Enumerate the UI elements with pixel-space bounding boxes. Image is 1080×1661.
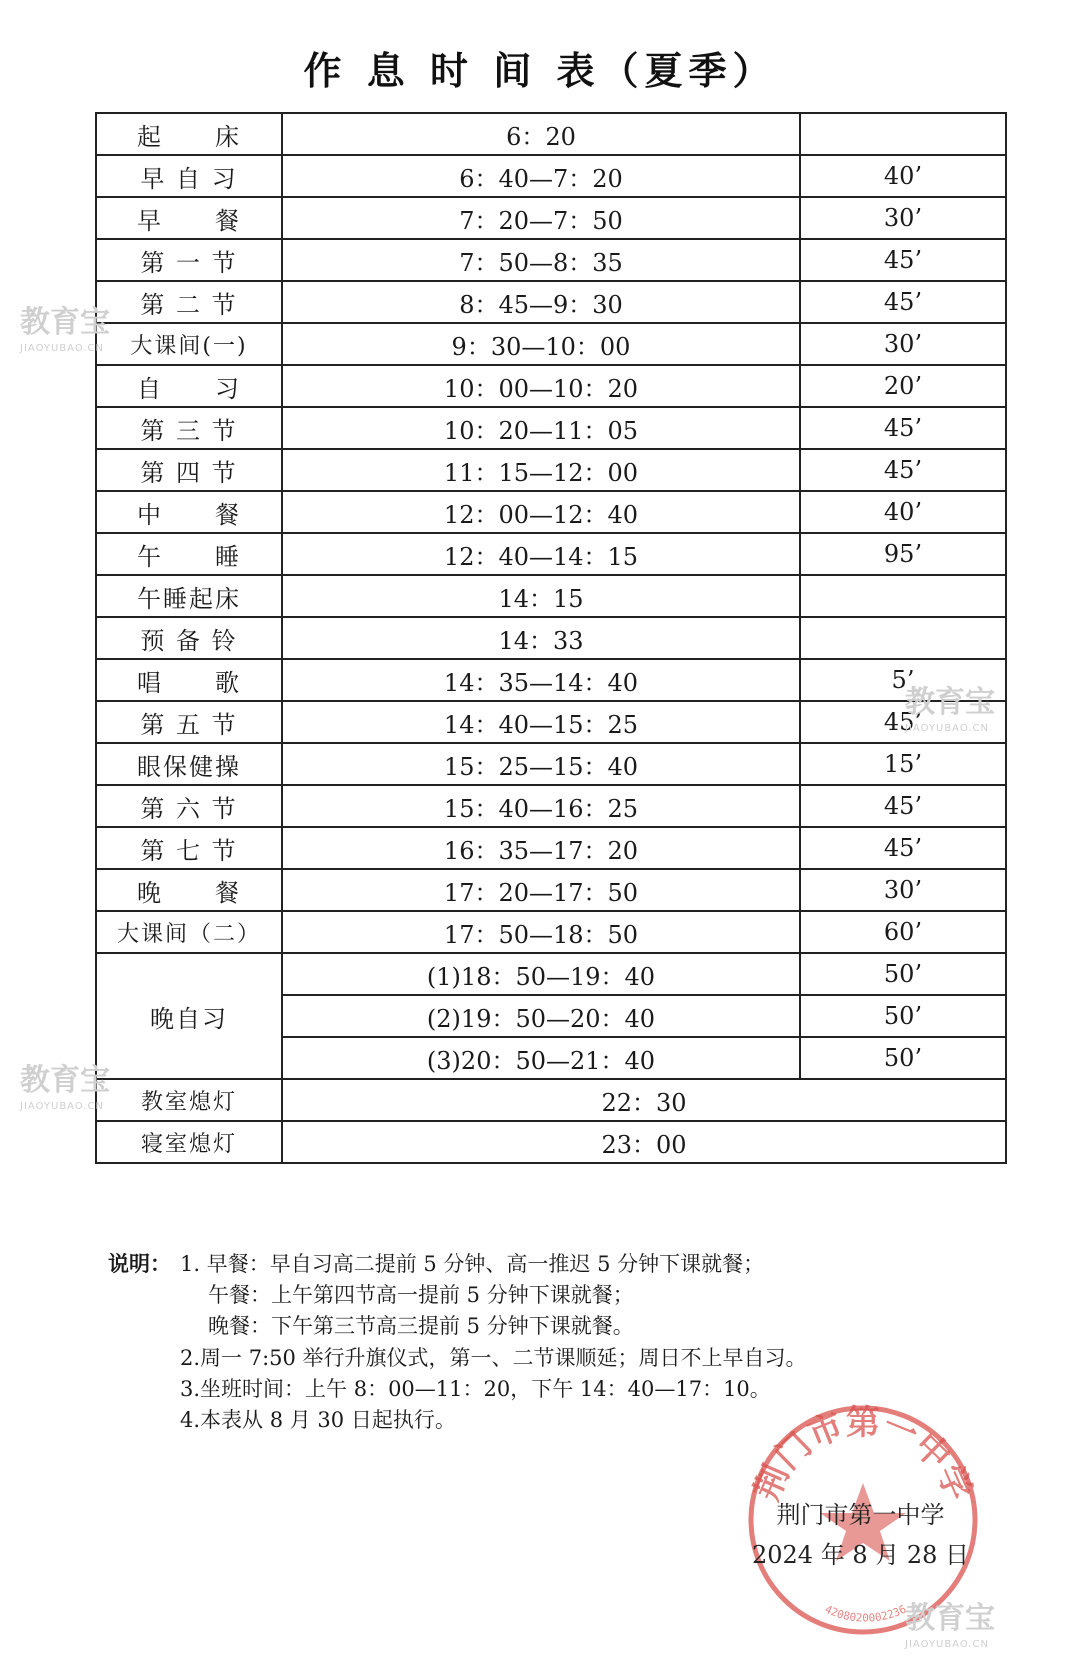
note-line: 2.周一 7:50 举行升旗仪式，第一、二节课顺延；周日不上早自习。 bbox=[180, 1346, 807, 1370]
schedule-row bbox=[96, 743, 1006, 785]
activity-time: 12：00—12：40 bbox=[282, 491, 800, 533]
activity-duration: 50’ bbox=[800, 953, 1006, 995]
watermark-text: 教育宝 bbox=[905, 1601, 995, 1636]
activity-duration: 45’ bbox=[800, 407, 1006, 449]
schedule-row bbox=[96, 155, 1006, 197]
note-line: 午餐：上午第四节高一提前 5 分钟下课就餐； bbox=[208, 1283, 634, 1307]
activity-name: 大课间（二） bbox=[96, 911, 282, 953]
activity-duration: 30’ bbox=[800, 869, 1006, 911]
activity-time: 9：30—10：00 bbox=[282, 323, 800, 365]
watermark-text: 教育宝 bbox=[20, 305, 110, 340]
schedule-row bbox=[96, 197, 1006, 239]
schedule-row bbox=[96, 911, 1006, 953]
activity-duration: 20’ bbox=[800, 365, 1006, 407]
activity-time: 12：40—14：15 bbox=[282, 533, 800, 575]
activity-time: (3)20：50—21：40 bbox=[282, 1037, 800, 1079]
seal-text: 荆门市第一中学 bbox=[747, 1403, 979, 1507]
note-line: 1. 早餐：早自习高二提前 5 分钟、高一推迟 5 分钟下课就餐； bbox=[180, 1252, 765, 1276]
watermark bbox=[20, 305, 110, 362]
schedule-row bbox=[96, 659, 1006, 701]
activity-name: 自 习 bbox=[96, 365, 282, 407]
activity-duration: 15’ bbox=[800, 743, 1006, 785]
activity-duration: 30’ bbox=[800, 197, 1006, 239]
schedule-row bbox=[96, 365, 1006, 407]
activity-name: 中 餐 bbox=[96, 491, 282, 533]
school-name: 荆门市第一中学 bbox=[776, 1501, 945, 1529]
schedule-row bbox=[96, 533, 1006, 575]
activity-duration bbox=[800, 617, 1006, 659]
activity-name: 第 二 节 bbox=[96, 281, 282, 323]
activity-name: 眼保健操 bbox=[96, 743, 282, 785]
schedule-row bbox=[96, 575, 1006, 617]
schedule-row bbox=[96, 281, 1006, 323]
activity-name: 晚自习 bbox=[96, 953, 282, 1079]
activity-name: 第 四 节 bbox=[96, 449, 282, 491]
activity-time: 16：35—17：20 bbox=[282, 827, 800, 869]
note-line: 晚餐：下午第三节高三提前 5 分钟下课就餐。 bbox=[208, 1314, 634, 1338]
activity-duration: 40’ bbox=[800, 155, 1006, 197]
activity-time: 8：45—9：30 bbox=[282, 281, 800, 323]
activity-name: 寝室熄灯 bbox=[96, 1121, 282, 1163]
signature-block bbox=[752, 1495, 969, 1575]
activity-name: 午 睡 bbox=[96, 533, 282, 575]
schedule-row bbox=[96, 785, 1006, 827]
activity-duration: 45’ bbox=[800, 239, 1006, 281]
watermark-sub: JIAOYUBAO.CN bbox=[905, 1639, 989, 1650]
activity-time: 17：20—17：50 bbox=[282, 869, 800, 911]
schedule-row bbox=[96, 239, 1006, 281]
schedule-row bbox=[96, 1121, 1006, 1163]
schedule-row bbox=[96, 827, 1006, 869]
activity-time: 14：40—15：25 bbox=[282, 701, 800, 743]
schedule-row bbox=[96, 869, 1006, 911]
svg-text:4208020002236 bbox=[823, 1603, 909, 1625]
activity-duration: 50’ bbox=[800, 1037, 1006, 1079]
schedule-row bbox=[96, 617, 1006, 659]
note-line: 3.坐班时间：上午 8：00—11：20，下午 14：40—17：10。 bbox=[180, 1377, 771, 1401]
activity-duration bbox=[800, 113, 1006, 155]
activity-time: 15：40—16：25 bbox=[282, 785, 800, 827]
activity-time: 22：30 bbox=[282, 1079, 1006, 1121]
schedule-row bbox=[96, 449, 1006, 491]
activity-name: 第 六 节 bbox=[96, 785, 282, 827]
activity-duration: 40’ bbox=[800, 491, 1006, 533]
schedule-row bbox=[96, 701, 1006, 743]
schedule-row bbox=[96, 491, 1006, 533]
activity-time: 10：20—11：05 bbox=[282, 407, 800, 449]
activity-name: 第 一 节 bbox=[96, 239, 282, 281]
activity-name: 起 床 bbox=[96, 113, 282, 155]
activity-name: 第 三 节 bbox=[96, 407, 282, 449]
activity-name: 晚 餐 bbox=[96, 869, 282, 911]
schedule-row bbox=[96, 407, 1006, 449]
activity-name: 午睡起床 bbox=[96, 575, 282, 617]
seal-code: 4208020002236 bbox=[822, 1602, 909, 1625]
activity-time: 15：25—15：40 bbox=[282, 743, 800, 785]
activity-time: 6：20 bbox=[282, 113, 800, 155]
activity-name: 早 自 习 bbox=[96, 155, 282, 197]
activity-time: 14：33 bbox=[282, 617, 800, 659]
activity-time: (1)18：50—19：40 bbox=[282, 953, 800, 995]
activity-duration: 95’ bbox=[800, 533, 1006, 575]
activity-time: 7：50—8：35 bbox=[282, 239, 800, 281]
activity-time: 6：40—7：20 bbox=[282, 155, 800, 197]
watermark-text: 教育宝 bbox=[905, 685, 995, 720]
watermark-text: 教育宝 bbox=[20, 1063, 110, 1098]
activity-time: 10：00—10：20 bbox=[282, 365, 800, 407]
schedule-row bbox=[96, 1079, 1006, 1121]
notes-label: 说明： bbox=[108, 1252, 171, 1276]
activity-time: 11：15—12：00 bbox=[282, 449, 800, 491]
activity-time: 17：50—18：50 bbox=[282, 911, 800, 953]
activity-duration: 45’ bbox=[800, 281, 1006, 323]
activity-time: (2)19：50—20：40 bbox=[282, 995, 800, 1037]
activity-name: 早 餐 bbox=[96, 197, 282, 239]
schedule-row bbox=[96, 323, 1006, 365]
activity-duration: 60’ bbox=[800, 911, 1006, 953]
watermark-sub: JIAOYUBAO.CN bbox=[20, 343, 104, 354]
activity-name: 教室熄灯 bbox=[96, 1079, 282, 1121]
activity-name: 第 五 节 bbox=[96, 701, 282, 743]
activity-duration: 45’ bbox=[800, 827, 1006, 869]
activity-name: 第 七 节 bbox=[96, 827, 282, 869]
page-title: 作 息 时 间 表（夏季） bbox=[303, 49, 777, 93]
schedule-row bbox=[96, 113, 1006, 155]
activity-name: 大课间(一) bbox=[96, 323, 282, 365]
activity-time: 14：35—14：40 bbox=[282, 659, 800, 701]
activity-time: 14：15 bbox=[282, 575, 800, 617]
note-line: 4.本表从 8 月 30 日起执行。 bbox=[180, 1408, 456, 1432]
watermark-sub: JIAOYUBAO.CN bbox=[20, 1101, 104, 1112]
activity-name: 唱 歌 bbox=[96, 659, 282, 701]
activity-time: 23：00 bbox=[282, 1121, 1006, 1163]
watermark bbox=[905, 685, 995, 742]
activity-duration: 30’ bbox=[800, 323, 1006, 365]
activity-time: 7：20—7：50 bbox=[282, 197, 800, 239]
activity-duration: 5’ bbox=[800, 659, 1006, 701]
watermark-sub: JIAOYUBAO.CN bbox=[905, 723, 989, 734]
schedule-row bbox=[96, 953, 1006, 995]
activity-duration: 50’ bbox=[800, 995, 1006, 1037]
watermark bbox=[905, 1601, 995, 1658]
activity-name: 预 备 铃 bbox=[96, 617, 282, 659]
activity-duration: 45’ bbox=[800, 449, 1006, 491]
activity-duration: 45’ bbox=[800, 785, 1006, 827]
activity-duration bbox=[800, 575, 1006, 617]
activity-duration: 45’ bbox=[800, 701, 1006, 743]
issue-date: 2024 年 8 月 28 日 bbox=[752, 1541, 970, 1569]
watermark bbox=[20, 1063, 110, 1120]
schedule-table bbox=[95, 112, 1007, 1164]
